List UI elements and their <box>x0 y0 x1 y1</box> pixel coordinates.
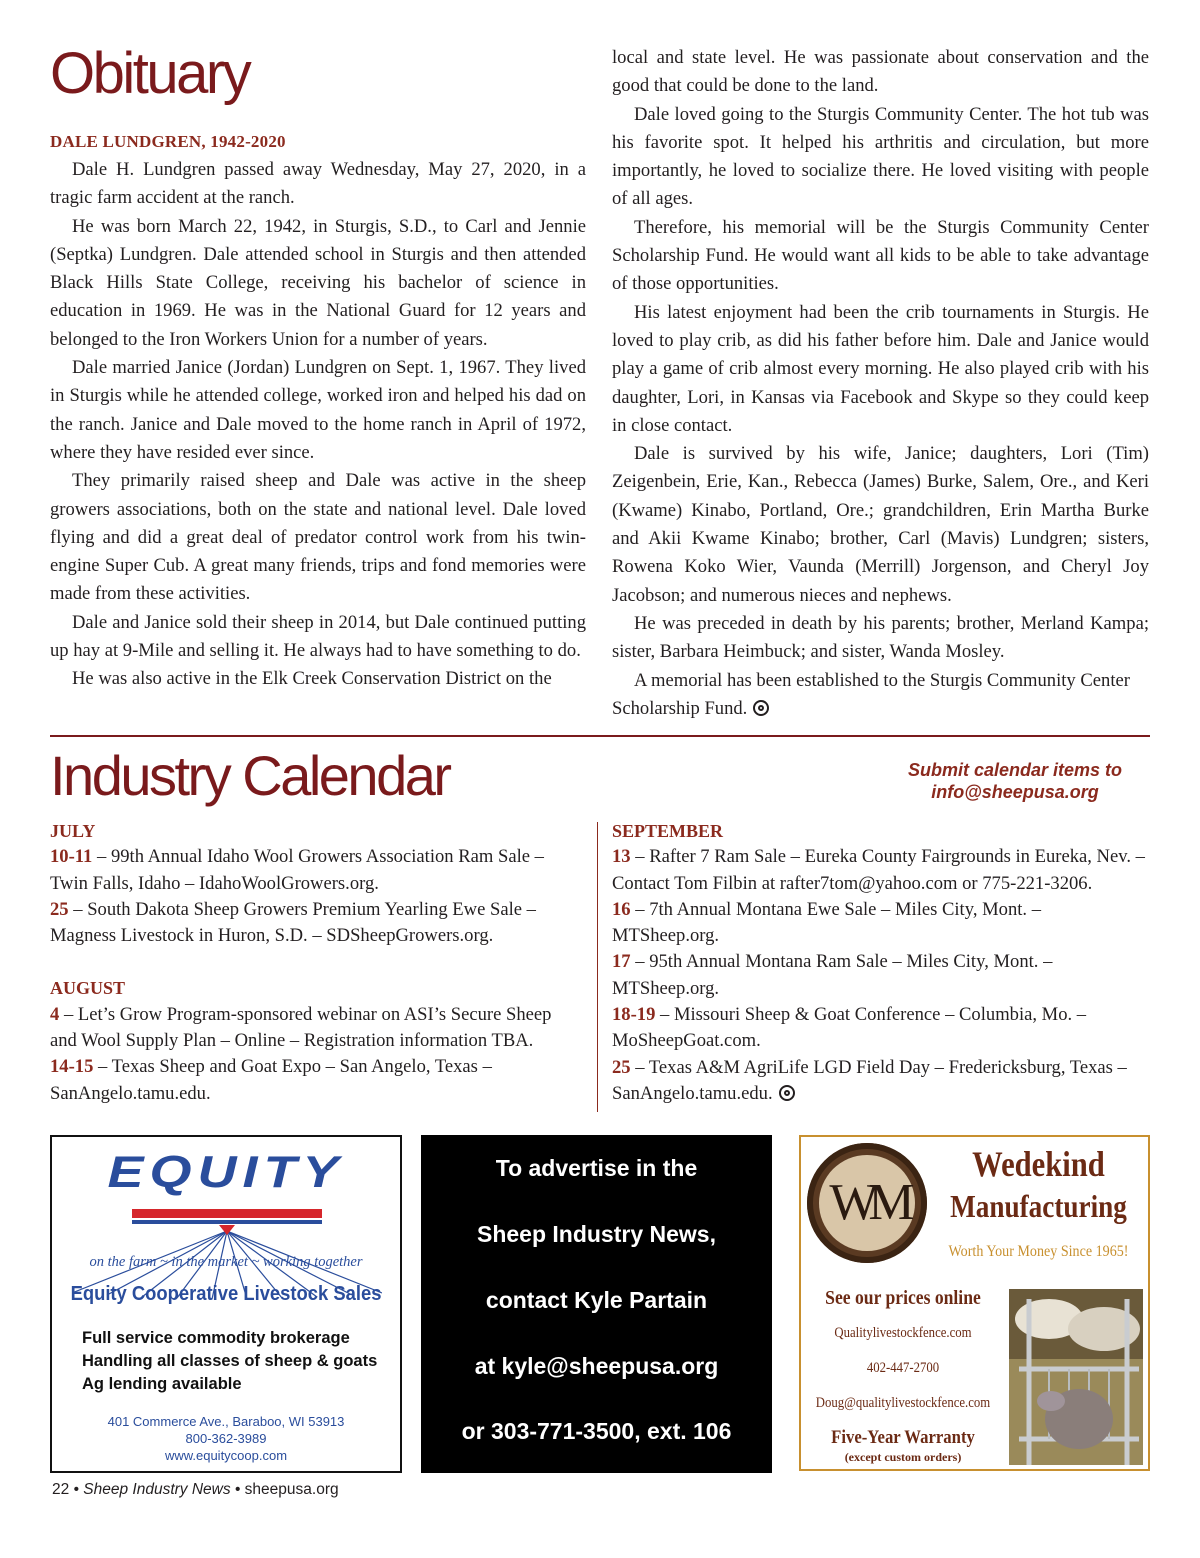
advertise-line: To advertise in the <box>495 1155 698 1181</box>
equity-service-item: Full service commodity brokerage <box>82 1329 350 1347</box>
event-date: 17 <box>612 951 631 973</box>
calendar-event <box>50 844 580 897</box>
calendar-event <box>612 897 1152 950</box>
obit-paragraph: He was also active in the Elk Creek Conservation District on the <box>72 668 552 690</box>
section-divider <box>50 735 1150 737</box>
obit-paragraph: He was preceded in death by his parents; brother, Merland Kampa; sister, Barbara Heimbuck; and sister, Wanda Mosley. <box>612 612 1149 663</box>
publication-name: Sheep Industry News <box>83 1481 231 1498</box>
wedekind-name2: Manufacturing <box>950 1188 1127 1224</box>
submit-note-line1: Submit calendar items to <box>907 760 1123 780</box>
obit-paragraph: Dale H. Lundgren passed away Wednesday, May 27, 2020, in a tragic farm accident at the ranch. <box>50 159 586 209</box>
obit-paragraph: local and state level. He was passionate about conservation and the good that could be done to the land. <box>612 47 1149 97</box>
obit-paragraph: His latest enjoyment had been the crib tournaments in Sturgis. He loved to play crib, as did his father before him. Dale and Janice would play a game of crib almost every morning. He also played crib with his daughter, Lori, in Kansas via Facebook and Skype so they could keep in close contact. <box>612 301 1149 436</box>
advertise-phone: or 303-771-3500, ext. 106 <box>461 1418 732 1444</box>
wedekind-sheep-feeder-photo <box>1009 1289 1143 1465</box>
wedekind-ad[interactable] <box>799 1135 1150 1471</box>
event-text: – Texas Sheep and Goat Expo – San Angelo, Texas – SanAngelo.tamu.edu. <box>50 1056 492 1104</box>
obit-last-text: A memorial has been established to the Sturgis Community Center Scholarship Fund. <box>612 669 1130 719</box>
obit-paragraph: Dale and Janice sold their sheep in 2014, but Dale continued putting up hay at 9-Mile and selling it. He always had to have something to do. <box>50 611 586 662</box>
wedekind-phone: 402-447-2700 <box>866 1360 940 1376</box>
footer-site[interactable]: sheepusa.org <box>244 1481 339 1498</box>
equity-address: 401 Commerce Ave., Baraboo, WI 53913 <box>107 1414 345 1429</box>
obit-paragraph: Dale married Janice (Jordan) Lundgren on Sept. 1, 1967. They lived in Sturgis while he attended college, worked iron and helped his dad on the ranch. Janice and Dale moved to the home ranch in April of 1972, where they have resided ever since. <box>50 357 586 463</box>
event-text: – 95th Annual Montana Ram Sale – Miles City, Mont. – MTSheep.org. <box>612 951 1053 999</box>
month-heading-september: SEPTEMBER <box>612 821 724 841</box>
calendar-event <box>50 1054 580 1107</box>
wedekind-prices: See our prices online <box>825 1287 981 1309</box>
wedekind-slogan: Worth Your Money Since 1965! <box>948 1243 1129 1260</box>
obituary-right-column <box>612 44 1149 723</box>
wedekind-email[interactable]: Doug@qualitylivestockfence.com <box>815 1395 991 1411</box>
event-date: 4 <box>50 1003 60 1025</box>
obituary-subhead: DALE LUNDGREN, 1942-2020 <box>50 132 286 151</box>
equity-logo: EQUITY <box>107 1147 345 1197</box>
calendar-event <box>612 844 1152 897</box>
obituary-left-column <box>50 128 586 694</box>
event-date: 14-15 <box>50 1056 94 1078</box>
advertise-box <box>421 1135 772 1473</box>
event-text: – Let’s Grow Program-sponsored webinar on ASI’s Secure Sheep and Wool Supply Plan – Online – Registration information TBA. <box>50 1003 552 1052</box>
advertise-line: Sheep Industry News, <box>476 1221 716 1247</box>
wedekind-warranty: Five-Year Warranty <box>831 1427 975 1448</box>
wedekind-warranty-note: (except custom orders) <box>844 1450 962 1464</box>
equity-name: Equity Cooperative Livestock Sales <box>70 1283 382 1305</box>
wedekind-name1: Wedekind <box>972 1144 1105 1184</box>
advertise-email[interactable]: at kyle@sheepusa.org <box>474 1353 719 1379</box>
event-date: 25 <box>50 898 69 920</box>
event-text: – Texas A&M AgriLife LGD Field Day – Fredericksburg, Texas – SanAngelo.tamu.edu. <box>612 1056 1127 1104</box>
equity-ad[interactable] <box>50 1135 402 1473</box>
obit-paragraph: Dale is survived by his wife, Janice; daughters, Lori (Tim) Zeigenbein, Erie, Kan., Rebecca (James) Burke, Salem, Ore., and Keri (Kwame) Kinabo, Portland, Ore.; grandchildren, Erin Martha Burke and Akii Kwame Kinabo; brother, Carl (Mavis) Lundgren; sisters, Rowena Koko Wier, Vaunda (Merrill) Jorgenson, and Cheryl Joy Jacobson; and numerous nieces and nephews. <box>612 443 1149 606</box>
event-date: 25 <box>612 1056 631 1078</box>
calendar-event <box>612 1055 1152 1108</box>
wedekind-monogram-text: WM <box>829 1174 905 1231</box>
equity-service-item: Handling all classes of sheep & goats <box>82 1352 378 1370</box>
event-text: – South Dakota Sheep Growers Premium Yearling Ewe Sale – Magness Livestock in Huron, S.D. – SDSheepGrowers.org. <box>50 898 536 947</box>
obit-paragraph: Therefore, his memorial will be the Sturgis Community Center Scholarship Fund. He would want all kids to be able to take advantage of those opportunities. <box>612 216 1149 295</box>
calendar-event <box>612 1002 1152 1055</box>
event-date: 10-11 <box>50 846 93 868</box>
equity-web[interactable]: www.equitycoop.com <box>164 1448 288 1463</box>
page-number: 22 <box>52 1481 70 1498</box>
event-text: – 99th Annual Idaho Wool Growers Association Ram Sale – Twin Falls, Idaho – IdahoWoolGrowers.org. <box>50 846 544 894</box>
equity-service-item: Ag lending available <box>82 1375 242 1393</box>
wedekind-web[interactable]: Qualitylivestockfence.com <box>834 1325 972 1341</box>
equity-contact <box>52 1413 400 1464</box>
advertise-line: contact Kyle Partain <box>485 1287 708 1313</box>
page-footer: 22 • Sheep Industry News • sheepusa.org <box>52 1481 339 1498</box>
submit-email[interactable]: info@sheepusa.org <box>931 782 1099 802</box>
calendar-right-column <box>612 818 1152 1107</box>
event-date: 13 <box>612 846 631 868</box>
month-heading-july: JULY <box>50 821 96 841</box>
calendar-event <box>50 897 580 950</box>
calendar-event <box>50 1002 580 1055</box>
calendar-column-rule <box>597 822 598 1112</box>
submit-note <box>890 759 1140 803</box>
month-heading-august: AUGUST <box>50 978 126 999</box>
end-mark-icon <box>779 1085 795 1101</box>
calendar-title: Industry Calendar <box>50 744 450 807</box>
event-text: – Rafter 7 Ram Sale – Eureka County Fairgrounds in Eureka, Nev. – Contact Tom Filbin at rafter7tom@yahoo.com or 775-221-3206. <box>612 846 1145 894</box>
obit-paragraph-last <box>612 667 1149 724</box>
wedekind-monogram-logo <box>807 1143 927 1263</box>
obit-paragraph: Dale loved going to the Sturgis Community Center. The hot tub was his favorite spot. It helped his arthritis and circulation, but more importantly, he loved to socialize there. He loved visiting with people of all ages. <box>612 103 1149 210</box>
event-date: 16 <box>612 898 631 920</box>
event-date: 18-19 <box>612 1004 656 1026</box>
equity-phone: 800-362-3989 <box>185 1431 267 1446</box>
obituary-title: Obituary <box>50 41 250 106</box>
end-mark-icon <box>753 700 769 716</box>
equity-services <box>82 1327 377 1396</box>
calendar-left-column <box>50 818 580 1107</box>
obit-paragraph: They primarily raised sheep and Dale was active in the sheep growers associations, both on the state and national level. Dale loved flying and did a great deal of predator control work from his twin-engine Super Cub. A great many friends, trips and fond memories were made from these activities. <box>50 470 586 605</box>
equity-tagline: on the farm ~ in the market ~ working together <box>89 1254 363 1270</box>
event-text: – 7th Annual Montana Ewe Sale – Miles City, Mont. – MTSheep.org. <box>612 898 1041 947</box>
obit-paragraph: He was born March 22, 1942, in Sturgis, S.D., to Carl and Jennie (Septka) Lundgren. Dale attended school in Sturgis and then attended Black Hills State College, receiving his bachelor of science in education in 1969. He was in the National Guard for 12 years and belonged to the Iron Workers Union for a number of years. <box>50 215 586 350</box>
calendar-event <box>612 949 1152 1002</box>
event-text: – Missouri Sheep & Goat Conference – Columbia, Mo. – MoSheepGoat.com. <box>612 1004 1087 1052</box>
